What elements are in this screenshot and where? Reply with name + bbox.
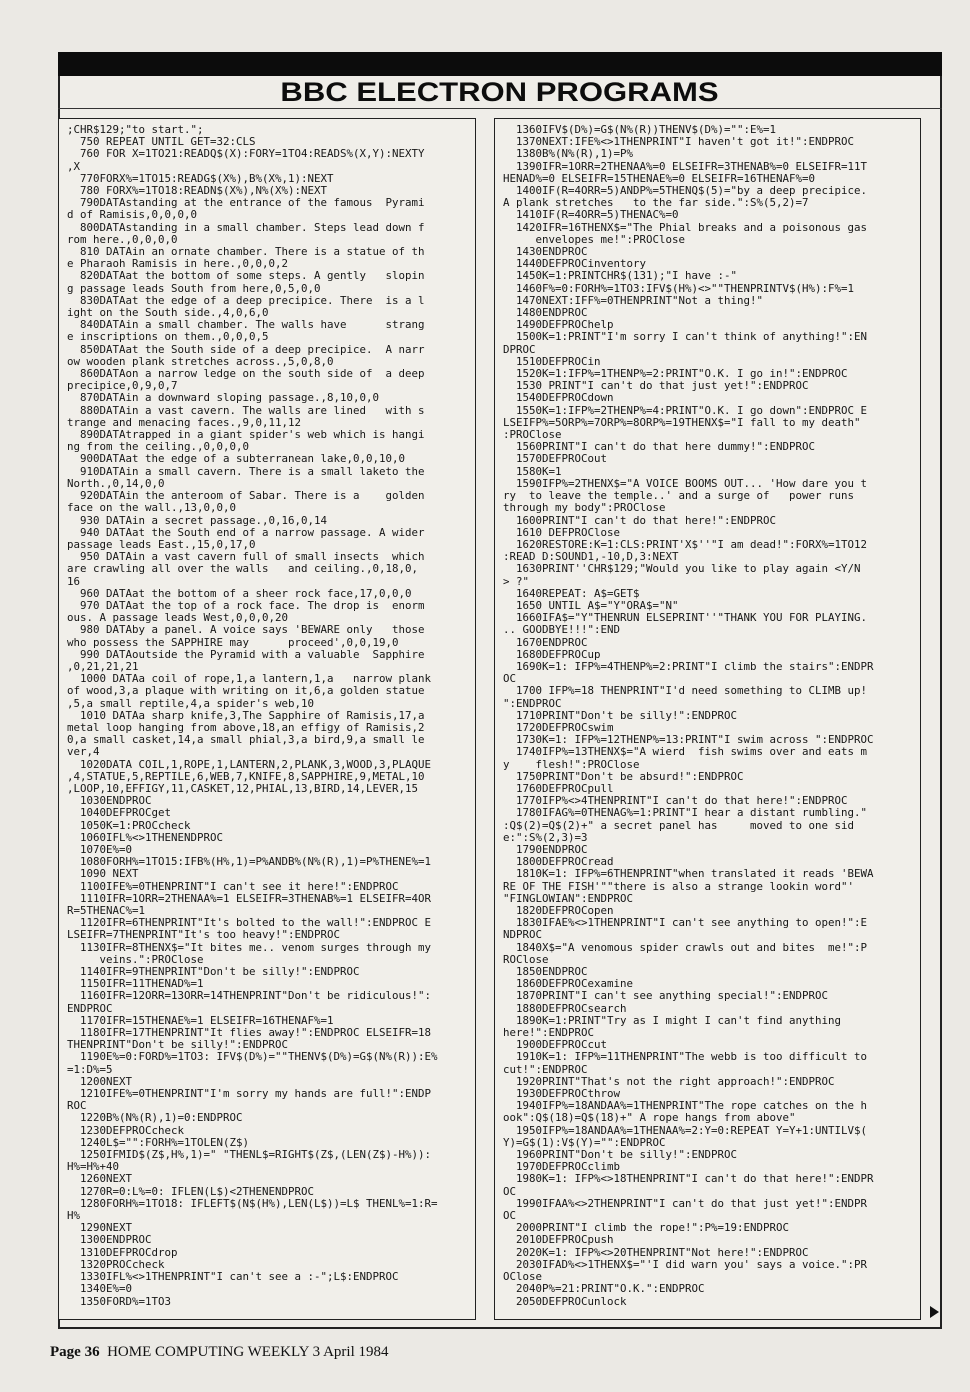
code-line: ry to leave the temple..' and a surge of power runs [503, 490, 855, 503]
code-line: THENPRINT"Don't be silly!":ENDPROC [67, 1039, 289, 1052]
code-line: 1440DEFPROCinventory [503, 258, 647, 271]
code-line: of wood,3,a plaque with writing on it,6,a golden statue [67, 685, 425, 698]
code-line: HENAD%=0 ELSEIFR=15THENAE%=0 ELSEIFR=16THENAF%=0 [503, 172, 816, 185]
code-line: 1170IFR=15THENAE%=1 ELSEIFR=16THENAF%=1 [67, 1014, 334, 1027]
code-line: 1800DEFPROCread [503, 856, 614, 869]
code-line: 1380B%(N%(R),1)=P% [503, 148, 634, 161]
code-line: 1080FORH%=1TO15:IFB%(H%,1)=P%ANDB%(N%(R),1)=P%THENE%=1 [67, 856, 432, 869]
code-line: ,0,21,21,21 [67, 660, 139, 673]
code-line: 1360IFV$(D%)=G$(N%(R))THENV$(D%)="":E%=1 [503, 124, 777, 136]
code-line: 1930DEFPROCthrow [503, 1088, 621, 1101]
code-line: 1320PROCcheck [67, 1258, 165, 1271]
code-line: 1090 NEXT [67, 868, 139, 881]
code-line: 2040P%=21:PRINT"O.K.":ENDPROC [503, 1283, 705, 1296]
code-line: OClose [503, 1271, 543, 1284]
code-line: 1120IFR=6THENPRINT"It's bolted to the wall!":ENDPROC E [67, 917, 432, 930]
code-line: 1970DEFPROCclimb [503, 1161, 621, 1174]
code-line: ight on the South side.,4,0,6,0 [67, 307, 269, 320]
code-line: 1490DEFPROChelp [503, 319, 614, 332]
code-line: 1450K=1:PRINTCHR$(131);"I have :-" [503, 270, 738, 283]
code-line: rom here.,0,0,0,0 [67, 233, 178, 246]
code-line: 1920PRINT"That's not the right approach!":ENDPROC [503, 1075, 835, 1088]
code-line: 1750PRINT"Don't be absurd!":ENDPROC [503, 770, 744, 783]
code-line: LSEIFR=7THENPRINT"It's too heavy!":ENDPROC [67, 929, 341, 942]
code-line: "FINGLOWIAN":ENDPROC [503, 892, 634, 905]
code-line: 1280FORH%=1TO18: IFLEFT$(N$(H%),LEN(L$))=L$ THENL%=1:R= [67, 1197, 438, 1210]
code-line: 1390IFR=1ORR=2THENAA%=0 ELSEIFR=3THENAB%=0 ELSEIFR=11T [503, 160, 868, 173]
code-line: 1570DEFPROCout [503, 453, 608, 466]
code-line: 770FORX%=1TO15:READG$(X%),B%(X%,1):NEXT [67, 172, 334, 185]
code-line: 1730K=1: IFP%=12THENP%=13:PRINT"I swim across ":ENDPROC [503, 734, 874, 747]
code-line: 1740IFP%=13THENX$="A wierd fish swims over and eats m [503, 746, 868, 759]
code-line: 1770IFP%<>4THENPRINT"I can't do that here!":ENDPROC [503, 795, 848, 808]
code-line: H% [67, 1210, 81, 1223]
code-line: 750 REPEAT UNTIL GET=32:CLS [67, 136, 256, 149]
code-line: 1710PRINT"Don't be silly!":ENDPROC [503, 709, 738, 722]
code-line: 810 DATAin an ornate chamber. There is a statue of th [67, 246, 425, 259]
code-line: 1650 UNTIL A$="Y"ORA$="N" [503, 599, 679, 612]
code-line: 16 [67, 575, 81, 588]
code-line: 1840X$="A venomous spider crawls out and bites me!":P [503, 941, 868, 954]
code-line: 1660IFA$="Y"THENRUN ELSEPRINT''"THANK YOU FOR PLAYING. [503, 612, 868, 625]
code-line: 1040DEFPROCget [67, 807, 172, 820]
publication-line: HOME COMPUTING WEEKLY 3 April 1984 [107, 1344, 389, 1360]
code-line: 1350FORD%=1TO3 [67, 1295, 172, 1308]
code-line: > ?" [503, 575, 530, 588]
listing-column-left [58, 118, 476, 1320]
code-line: 1950IFP%=18ANDAA%=1THENAA%=2:Y=0:REPEAT Y=Y+1:UNTILV$( [503, 1124, 868, 1137]
code-line: ver,4 [67, 746, 100, 759]
code-line: 1140IFR=9THENPRINT"Don't be silly!":ENDPROC [67, 966, 360, 979]
code-line: 1130IFR=8THENX$="It bites me.. venom surges through my [67, 941, 432, 954]
code-line: 1400IF(R=4ORR=5)ANDP%=5THENQ$(5)="by a deep precipice. [503, 185, 868, 198]
code-line: 1000 DATAa coil of rope,1,a lantern,1,a narrow plank [67, 673, 432, 686]
code-line: 870DATAin a downward sloping passage.,8,10,0,0 [67, 392, 380, 405]
code-line: through my body":PROClose [503, 502, 666, 515]
code-line: 850DATAat the South side of a deep precipice. A narr [67, 343, 425, 356]
code-line: 980 DATAby a panel. A voice says 'BEWARE only those [67, 624, 425, 637]
code-line: OC [503, 673, 517, 686]
code-line: ous. A passage leads West,0,0,0,20 [67, 612, 289, 625]
code-line: R=5THENAC%=1 [67, 905, 146, 917]
code-line: e Pharaoh Ramisis in here.,0,0,0,2 [67, 258, 289, 271]
code-line: 1900DEFPROCcut [503, 1039, 608, 1052]
code-line: 1870PRINT"I can't see anything special!":ENDPROC [503, 990, 829, 1003]
code-line: 940 DATAat the South end of a narrow passage. A wider [67, 526, 425, 539]
code-line: ROClose [503, 953, 549, 966]
code-line: .. GOODBYE!!!":END [503, 624, 621, 637]
code-line: 1510DEFPROCin [503, 355, 601, 368]
code-line: 1410IF(R=4ORR=5)THENAC%=0 [503, 209, 679, 222]
code-line: 1300ENDPROC [67, 1234, 152, 1247]
code-line: are crawling all over the walls and ceiling.,0,18,0, [67, 563, 419, 576]
code-line: metal loop hanging from above,18,an effigy of Ramisis,2 [67, 721, 425, 734]
code-line: 1480ENDPROC [503, 307, 588, 320]
code-line: 0,a small casket,14,a small phial,3,a bird,9,a small le [67, 734, 425, 747]
code-line: DPROC [503, 343, 536, 356]
code-line: 1100IFE%=0THENPRINT"I can't see it here!":ENDPROC [67, 880, 399, 893]
code-line: :READ D:SOUND1,-10,D,3:NEXT [503, 551, 679, 564]
code-line: 1790ENDPROC [503, 843, 588, 856]
code-line: ow wooden plank stretches across.,5,0,8,0 [67, 355, 334, 368]
code-line: 790DATAstanding at the entrance of the famous Pyrami [67, 197, 425, 210]
code-line: 1020DATA COIL,1,ROPE,1,LANTERN,2,PLANK,3,WOOD,3,PLAQUE [67, 758, 432, 771]
code-line: 1050K=1:PROCcheck [67, 819, 191, 832]
code-line: 780 FORX%=1TO18:READN$(X%),N%(X%):NEXT [67, 185, 328, 198]
code-line: ROC [67, 1100, 87, 1113]
code-line: 800DATAstanding in a small chamber. Steps lead down f [67, 221, 425, 234]
code-line: 1110IFR=1ORR=2THENAA%=1 ELSEIFR=3THENAB%=1 ELSEIFR=4OR [67, 892, 432, 905]
code-line: 1180IFR=17THENPRINT"It flies away!":ENDPROC ELSEIFR=18 [67, 1027, 432, 1040]
code-line: 880DATAin a vast cavern. The walls are lined with s [67, 404, 425, 417]
code-line: y flesh!":PROClose [503, 758, 640, 771]
code-line: 1430ENDPROC [503, 246, 588, 259]
code-line: Y)=G$(1):V$(Y)="":ENDPROC [503, 1136, 666, 1149]
code-line: 1810K=1: IFP%=6THENPRINT"when translated it reads 'BEWA [503, 868, 874, 881]
code-line: 2010DEFPROCpush [503, 1234, 614, 1247]
code-line: 1680DEFPROCup [503, 648, 601, 661]
code-line: 1720DEFPROCswim [503, 721, 614, 734]
code-line: 1590IFP%=2THENX$="A VOICE BOOMS OUT... 'How dare you t [503, 477, 868, 490]
code-line: 1220B%(N%(R),1)=0:ENDPROC [67, 1112, 243, 1125]
continue-arrow-icon [930, 1306, 939, 1318]
code-line: 2050DEFPROCunlock [503, 1295, 627, 1308]
code-line: 1420IFR=16THENX$="The Phial breaks and a poisonous gas [503, 221, 868, 234]
page-title: BBC ELECTRON PROGRAMS [280, 76, 720, 107]
masthead [58, 76, 942, 109]
code-line: cut!":ENDPROC [503, 1063, 588, 1076]
code-line: 970 DATAat the top of a rock face. The drop is enorm [67, 599, 425, 612]
code-line: 1980K=1: IFP%<>18THENPRINT"I can't do that here!":ENDPR [503, 1173, 874, 1186]
code-line: 1550K=1:IFP%=2THENP%=4:PRINT"O.K. I go down":ENDPROC E [503, 404, 868, 417]
code-line: 1330IFL%<>1THENPRINT"I can't see a :-";L$:ENDPROC [67, 1271, 399, 1284]
code-line: 1610 DEFPROClose [503, 526, 621, 539]
code-line: 910DATAin a small cavern. There is a small laketo the [67, 465, 425, 478]
code-line: 1780IFAG%=0THENAG%=1:PRINT"I hear a distant rumbling." [503, 807, 868, 820]
code-line: 1240L$="":FORH%=1TOLEN(Z$) [67, 1136, 250, 1149]
code-line: 1230DEFPROCcheck [67, 1124, 185, 1137]
code-line: g passage leads South from here,0,5,0,0 [67, 282, 321, 295]
code-line: =1:D%=5 [67, 1063, 113, 1076]
code-line: 960 DATAat the bottom of a sheer rock face,17,0,0,0 [67, 587, 412, 600]
code-line: ENDPROC [67, 1002, 113, 1015]
code-line: 1760DEFPROCpull [503, 782, 614, 795]
code-line: 820DATAat the bottom of some steps. A gently slopin [67, 270, 425, 283]
code-line: passage leads East.,15,0,17,0 [67, 538, 256, 551]
code-line: 1890K=1:PRINT"Try as I might I can't find anything [503, 1014, 842, 1027]
code-line: RE OF THE FISH'""there is also a strange lookin word"' [503, 880, 855, 893]
code-line: 1850ENDPROC [503, 966, 588, 979]
header-bar [58, 52, 942, 76]
code-line: 1960PRINT"Don't be silly!":ENDPROC [503, 1149, 738, 1162]
code-line: 1260NEXT [67, 1173, 133, 1186]
code-line: 1200NEXT [67, 1075, 133, 1088]
code-line: H%=H%+40 [67, 1161, 120, 1174]
code-line: OC [503, 1210, 517, 1223]
code-line: 2020K=1: IFP%<>20THENPRINT"Not here!":ENDPROC [503, 1246, 809, 1259]
code-line: 2030IFAD%<>1THENX$="'I did warn you' says a voice.":PR [503, 1258, 868, 1271]
code-line: North.,0,14,0,0 [67, 477, 165, 490]
code-line: 830DATAat the edge of a deep precipice. There is a l [67, 294, 425, 307]
code-line: 840DATAin a small chamber. The walls have strang [67, 319, 425, 332]
code-line: 1460F%=0:FORH%=1TO3:IFV$(H%)<>""THENPRINTV$(H%):F%=1 [503, 282, 855, 295]
code-line: ,5,a small reptile,4,a spider's web,10 [67, 697, 315, 710]
code-line: 930 DATAin a secret passage.,0,16,0,14 [67, 514, 328, 527]
code-line: 1070E%=0 [67, 843, 133, 856]
code-line: :PROClose [503, 429, 562, 442]
code-line: 890DATAtrapped in a giant spider's web which is hangi [67, 429, 425, 442]
code-line: 1520K=1:IFP%=1THENP%=2:PRINT"O.K. I go in!":ENDPROC [503, 368, 848, 381]
code-line: envelopes me!":PROClose [503, 233, 686, 246]
code-line: 1670ENDPROC [503, 636, 588, 649]
code-line: who possess the SAPPHIRE may proceed',0,0,19,0 [67, 636, 399, 649]
code-line: 900DATAat the edge of a subterranean lake,0,0,10,0 [67, 453, 406, 466]
code-line: 1160IFR=12ORR=13ORR=14THENPRINT"Don't be ridiculous!": [67, 990, 432, 1003]
code-line: 1340E%=0 [67, 1283, 133, 1296]
code-line: trange and menacing faces.,9,0,11,12 [67, 416, 302, 429]
code-line: 1540DEFPROCdown [503, 392, 614, 405]
code-line: 1880DEFPROCsearch [503, 1002, 627, 1015]
code-line: 1250IFMID$(Z$,H%,1)=" "THENL$=RIGHT$(Z$,(LEN(Z$)-H%)): [67, 1149, 432, 1162]
page-number: Page 36 [50, 1344, 100, 1360]
code-line: 1940IFP%=18ANDAA%=1THENPRINT"The rope catches on the h [503, 1100, 868, 1113]
code-line: 1560PRINT"I can't do that here dummy!":ENDPROC [503, 441, 816, 454]
code-line: precipice,0,9,0,7 [67, 380, 178, 393]
code-line: d of Ramisis,0,0,0,0 [67, 209, 198, 222]
code-line: LSEIFP%=5ORP%=7ORP%=8ORP%=19THENX$="I fall to my death" [503, 416, 861, 429]
code-line: 1620RESTORE:K=1:CLS:PRINT'X$''"I am dead!":FORX%=1TO12 [503, 538, 868, 551]
code-line: veins.":PROClose [67, 953, 204, 966]
code-line: ook":Q$(18)=Q$(18)+" A rope hangs from above" [503, 1112, 796, 1125]
code-line: ,4,STATUE,5,REPTILE,6,WEB,7,KNIFE,8,SAPPHIRE,9,METAL,10 [67, 770, 425, 783]
code-line: 1640REPEAT: A$=GET$ [503, 587, 640, 600]
code-line: NDPROC [503, 929, 543, 942]
code-line: 1290NEXT [67, 1222, 133, 1235]
code-line: 860DATAon a narrow ledge on the south side of a deep [67, 368, 425, 381]
code-line: 1700 IFP%=18 THENPRINT"I'd need something to CLIMB up! [503, 685, 868, 698]
code-line: A plank stretches to the far side.":S%(5,2)=7 [503, 197, 809, 210]
code-line: 1310DEFPROCdrop [67, 1246, 178, 1259]
code-line: 1030ENDPROC [67, 795, 152, 808]
code-line: :Q$(2)=Q$(2)+" a secret panel has moved to one sid [503, 819, 855, 832]
code-line: 990 DATAoutside the Pyramid with a valuable Sapphire [67, 648, 425, 661]
code-line: 1500K=1:PRINT"I'm sorry I can't think of anything!":EN [503, 331, 868, 344]
code-line: 1990IFAA%<>2THENPRINT"I can't do that just yet!":ENDPR [503, 1197, 868, 1210]
code-line: 1830IFAE%<>1THENPRINT"I can't see anything to open!":E [503, 917, 868, 930]
code-line: 920DATAin the anteroom of Sabar. There is a golden [67, 490, 425, 503]
code-line: e:":S%(2,3)=3 [503, 831, 588, 844]
code-line: ,LOOP,10,EFFIGY,11,CASKET,12,PHIAL,13,BIRD,14,LEVER,15 [67, 782, 419, 795]
code-line: face on the wall.,13,0,0,0 [67, 502, 237, 515]
code-line: ng from the ceiling.,0,0,0,0 [67, 441, 250, 454]
code-line: 1580K=1 [503, 465, 562, 478]
code-line: 1860DEFPROCexamine [503, 978, 634, 991]
code-line: 1190E%=0:FORD%=1TO3: IFV$(D%)=""THENV$(D%)=G$(N%(R)):E% [67, 1051, 438, 1064]
code-line: 1210IFE%=0THENPRINT"I'm sorry my hands are full!":ENDP [67, 1088, 432, 1101]
code-line: 1270R=0:L%=0: IFLEN(L$)<2THENENDPROC [67, 1185, 315, 1198]
code-line: 1910K=1: IFP%=11THENPRINT"The webb is too difficult to [503, 1051, 868, 1064]
listing-column-right [494, 118, 921, 1320]
code-line: 760 FOR X=1TO21:READQ$(X):FORY=1TO4:READS%(X,Y):NEXTY [67, 148, 425, 161]
code-line: here!":ENDPROC [503, 1027, 595, 1040]
code-line: 1690K=1: IFP%=4THENP%=2:PRINT"I climb the stairs":ENDPR [503, 660, 874, 673]
code-line: 1630PRINT''CHR$129;"Would you like to play again <Y/N [503, 563, 861, 576]
code-line: OC [503, 1185, 517, 1198]
code-line: 1010 DATAa sharp knife,3,The Sapphire of Ramisis,17,a [67, 709, 425, 722]
code-line: 1060IFL%<>1THENENDPROC [67, 831, 224, 844]
code-line: 1370NEXT:IFE%<>1THENPRINT"I haven't got it!":ENDPROC [503, 136, 855, 149]
code-line: 1820DEFPROCopen [503, 905, 614, 917]
code-line: 1470NEXT:IFF%=0THENPRINT"Not a thing!" [503, 294, 764, 307]
code-line: 950 DATAin a vast cavern full of small insects which [67, 551, 425, 564]
code-line: ;CHR$129;"to start."; [67, 124, 204, 136]
code-line: 1150IFR=11THENAD%=1 [67, 978, 204, 991]
code-line: 1530 PRINT"I can't do that just yet!":ENDPROC [503, 380, 809, 393]
code-line: ,X [67, 160, 81, 173]
code-line: 1600PRINT"I can't do that here!":ENDPROC [503, 514, 777, 527]
code-line: e inscriptions on them.,0,0,0,5 [67, 331, 269, 344]
code-line: 2000PRINT"I climb the rope!":P%=19:ENDPROC [503, 1222, 790, 1235]
page-footer [50, 1344, 388, 1361]
code-line: ":ENDPROC [503, 697, 562, 710]
